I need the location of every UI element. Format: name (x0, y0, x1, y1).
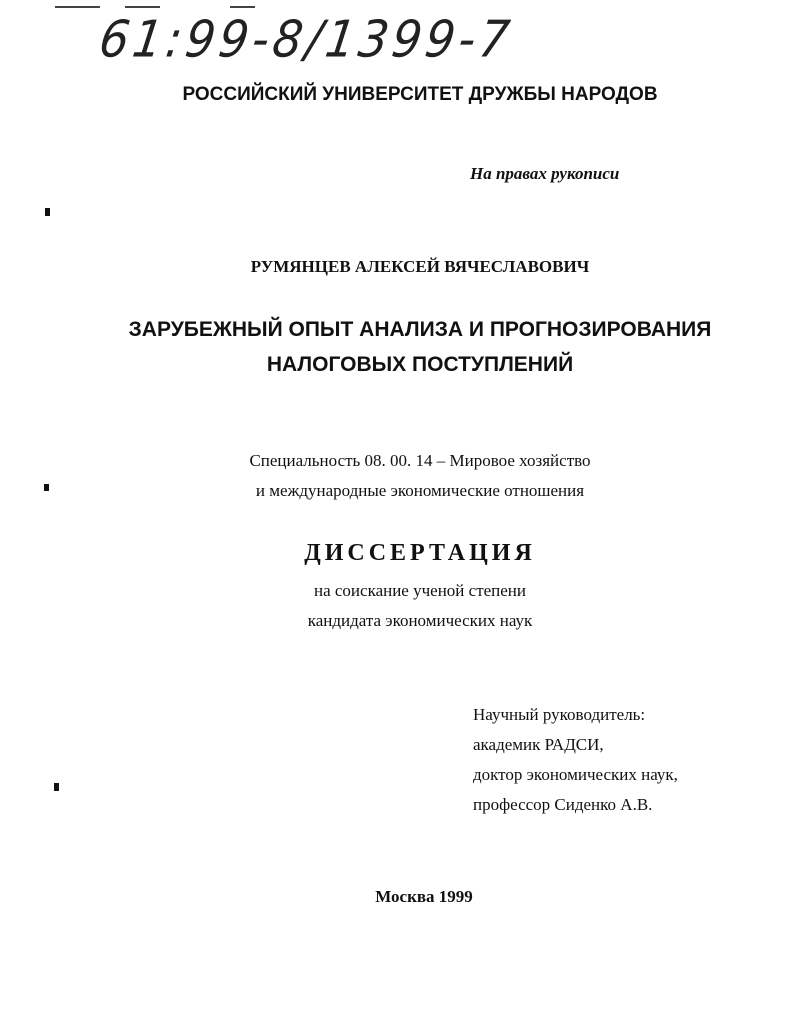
specialty-line: Специальность 08. 00. 14 – Мировое хозяйство (249, 451, 591, 470)
scan-artifact (55, 6, 100, 8)
thesis-title-line: ЗАРУБЕЖНЫЙ ОПЫТ АНАЛИЗА И ПРОГНОЗИРОВАНИЯ (128, 318, 712, 341)
scan-mark (45, 208, 50, 216)
specialty-line: и международные экономические отношения (255, 481, 585, 500)
thesis-title-line: НАЛОГОВЫХ ПОСТУПЛЕНИЙ (266, 353, 574, 376)
scan-mark (54, 783, 59, 791)
manuscript-rights-note: На правах рукописи (470, 164, 620, 183)
supervisor-line: академик РАДСИ, (473, 735, 604, 754)
supervisor-line: доктор экономических наук, (473, 765, 678, 784)
document-type: ДИССЕРТАЦИЯ (304, 540, 536, 566)
author-name: РУМЯНЦЕВ АЛЕКСЕЙ ВЯЧЕСЛАВОВИЧ (250, 257, 590, 276)
degree-line: кандидата экономических наук (307, 611, 533, 630)
scan-artifact (230, 6, 255, 8)
supervisor-label: Научный руководитель: (473, 705, 646, 724)
scan-artifact (125, 6, 160, 8)
supervisor-name: профессор Сиденко А.В. (473, 795, 653, 814)
degree-line: на соискание ученой степени (313, 581, 527, 600)
university-name: РОССИЙСКИЙ УНИВЕРСИТЕТ ДРУЖБЫ НАРОДОВ (182, 84, 658, 105)
place-year: Москва 1999 (375, 887, 473, 906)
handwritten-catalog-number: 61:99-8/1399-7 (95, 9, 518, 69)
